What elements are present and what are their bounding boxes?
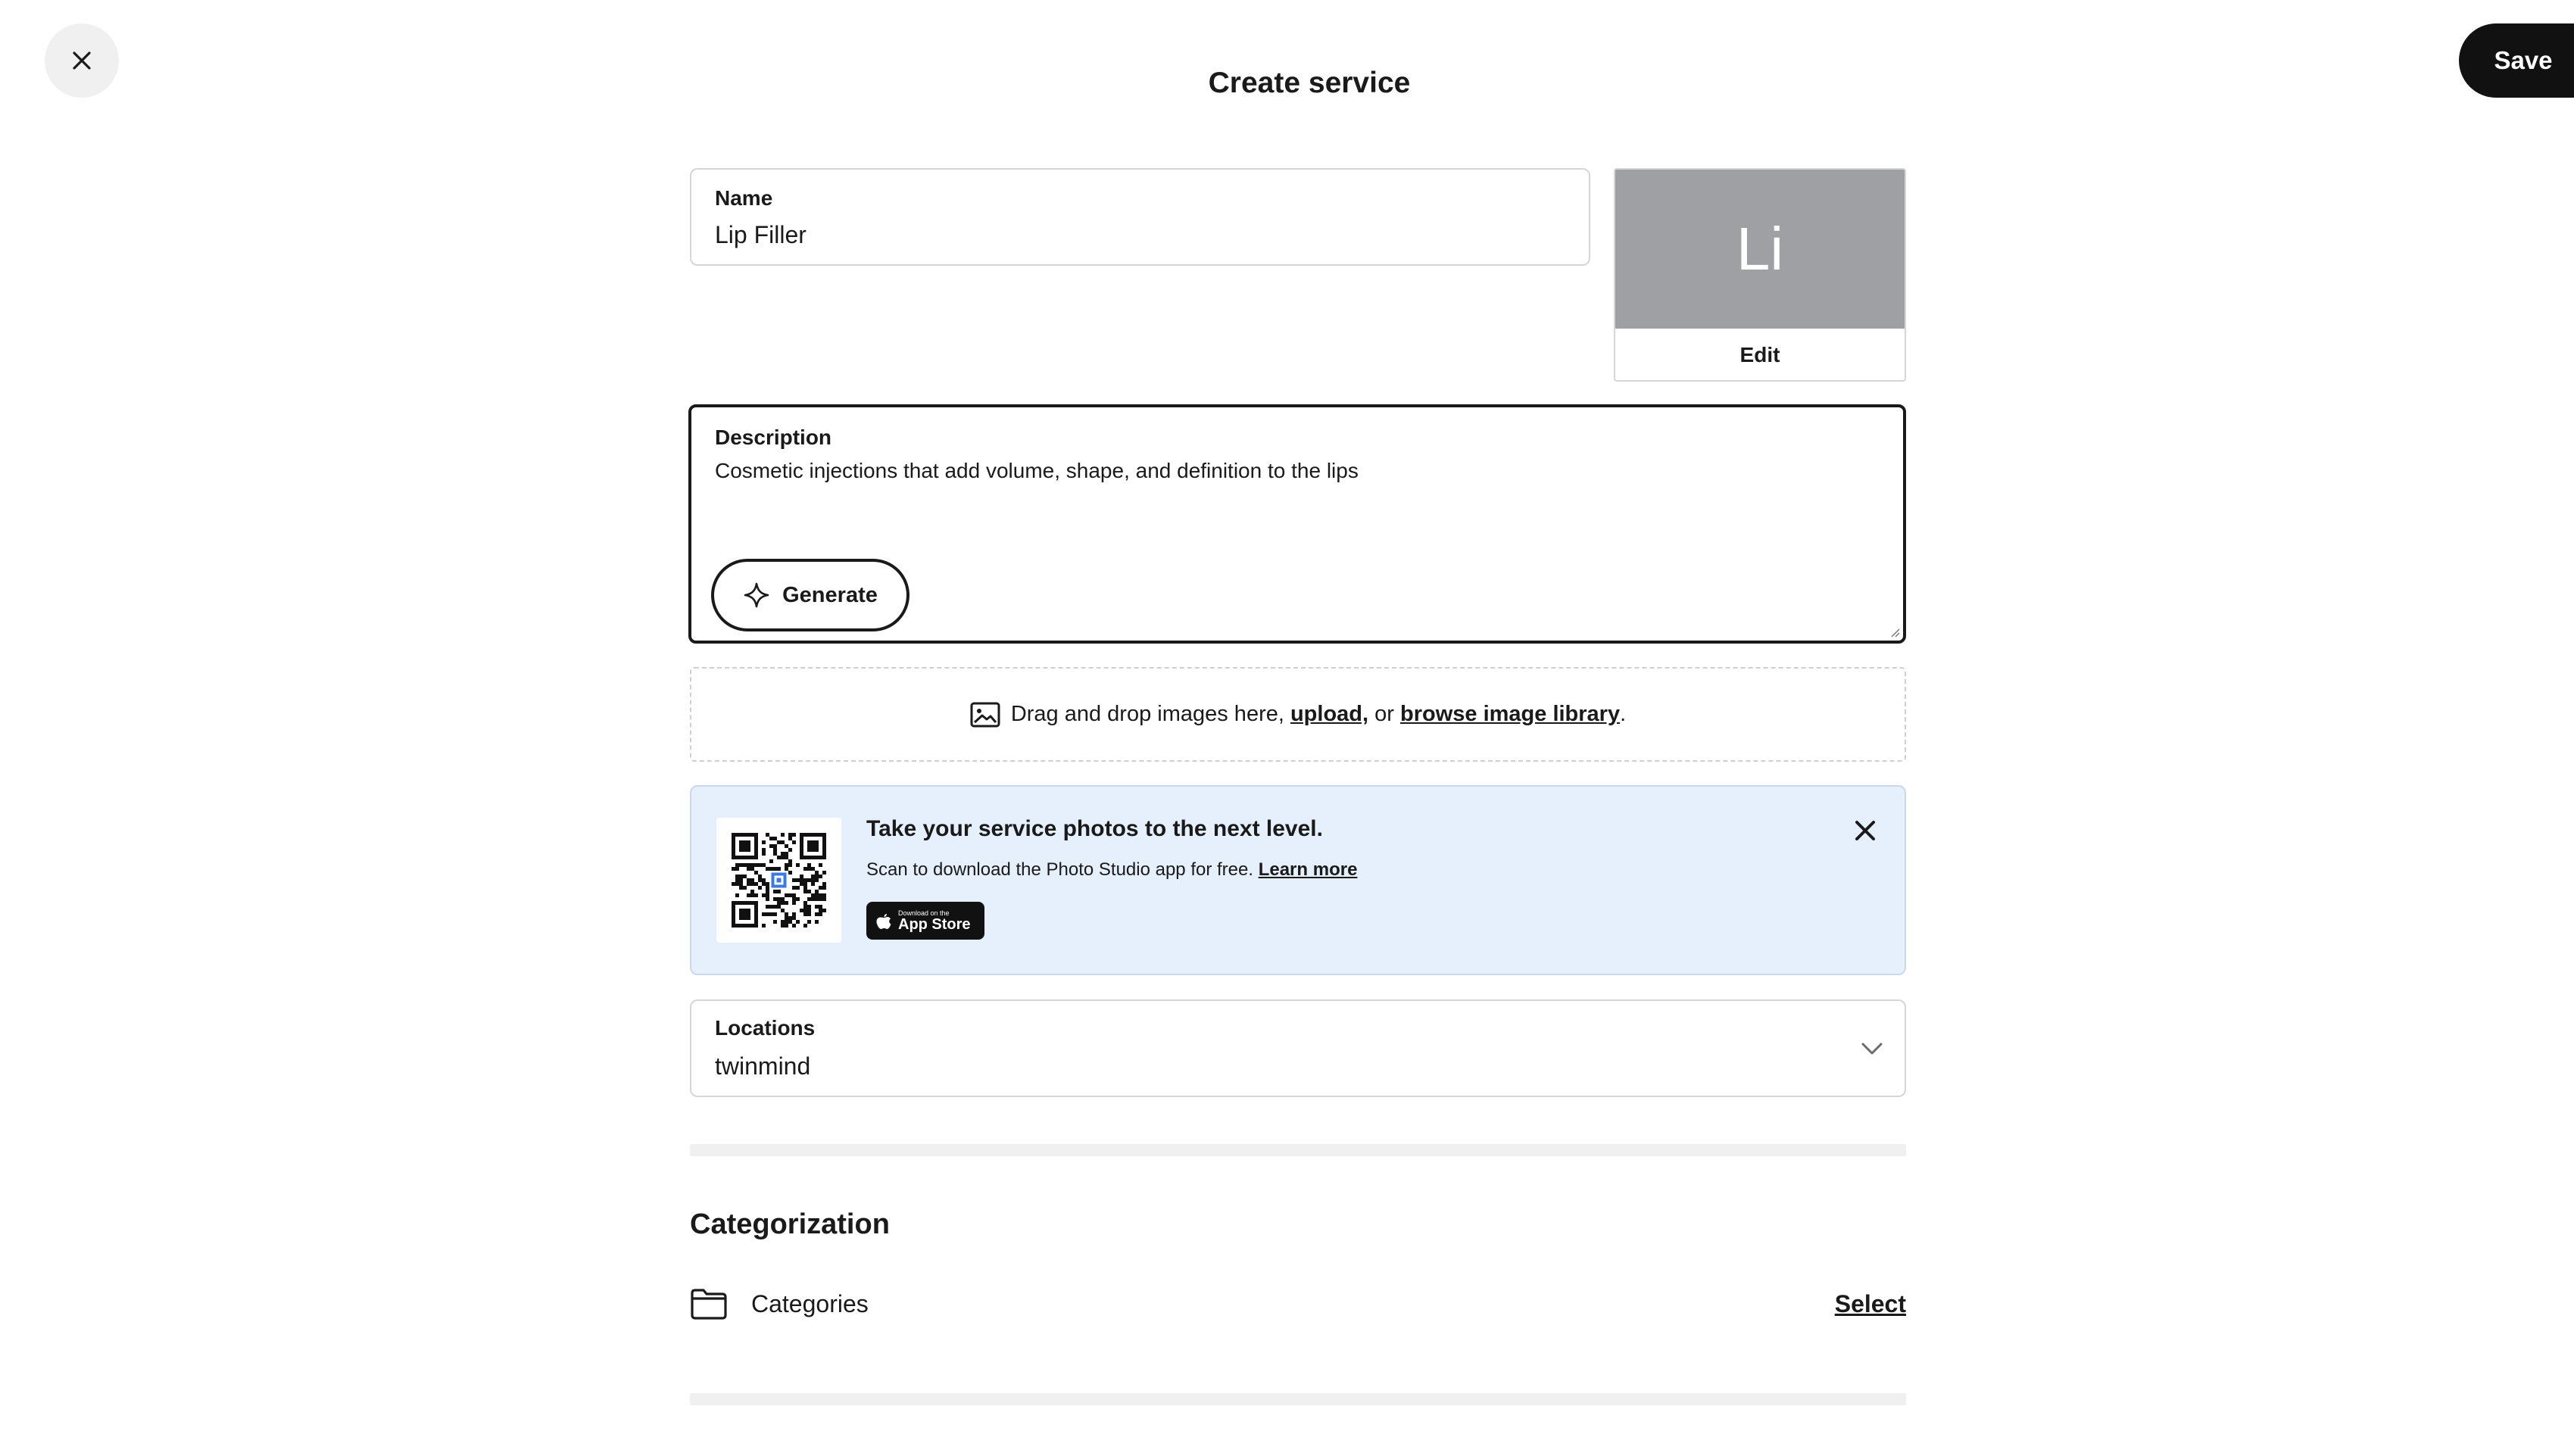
folder-icon bbox=[690, 1287, 728, 1320]
app-store-small-text: Download on the bbox=[898, 909, 950, 917]
locations-value: twinmind bbox=[715, 1052, 811, 1080]
dropzone-text-before: Drag and drop images here, bbox=[1010, 702, 1290, 726]
thumbnail-initials: Li bbox=[1615, 170, 1905, 329]
qr-code bbox=[716, 818, 841, 943]
banner-close-button[interactable] bbox=[1850, 815, 1880, 846]
description-field[interactable] bbox=[688, 404, 1906, 644]
qr-code-icon bbox=[716, 818, 841, 943]
locations-label: Locations bbox=[715, 1016, 816, 1040]
dropzone-text-after: . bbox=[1620, 702, 1627, 726]
categorization-title: Categorization bbox=[690, 1208, 890, 1240]
description-label: Description bbox=[715, 426, 832, 449]
section-divider-bottom bbox=[690, 1393, 1906, 1405]
image-icon bbox=[970, 702, 1000, 728]
resize-handle-icon[interactable] bbox=[1888, 625, 1900, 638]
app-store-big-text: App Store bbox=[898, 916, 971, 933]
select-categories-link[interactable]: Select bbox=[1834, 1290, 1906, 1317]
upload-link[interactable]: upload, bbox=[1290, 702, 1369, 726]
categories-label: Categories bbox=[751, 1290, 869, 1317]
dropzone-text-middle: or bbox=[1368, 702, 1400, 726]
locations-select[interactable] bbox=[690, 999, 1906, 1097]
description-input[interactable]: Cosmetic injections that add volume, shape, and definition to the lips bbox=[715, 459, 1359, 482]
banner-subtitle bbox=[866, 859, 1357, 881]
browse-library-link[interactable]: browse image library bbox=[1399, 702, 1621, 726]
name-field[interactable] bbox=[690, 168, 1590, 266]
photo-studio-banner bbox=[690, 785, 1906, 975]
generate-button[interactable] bbox=[711, 559, 909, 631]
apple-icon bbox=[875, 911, 892, 931]
chevron-down-icon bbox=[1859, 1036, 1885, 1062]
name-input[interactable]: Lip Filler bbox=[715, 221, 807, 248]
generate-label: Generate bbox=[782, 582, 878, 607]
name-label: Name bbox=[715, 186, 773, 210]
banner-title: Take your service photos to the next level. bbox=[866, 816, 1323, 841]
app-store-badge[interactable] bbox=[866, 902, 984, 940]
service-image-thumbnail bbox=[1614, 168, 1906, 382]
dropzone-text bbox=[1011, 702, 1626, 727]
banner-subtitle-text: Scan to download the Photo Studio app for free. bbox=[866, 859, 1254, 880]
page-title: Create service bbox=[1208, 67, 1411, 99]
learn-more-link[interactable]: Learn more bbox=[1258, 859, 1358, 880]
close-icon bbox=[1854, 819, 1877, 842]
categories-row bbox=[690, 1284, 1906, 1327]
image-dropzone[interactable] bbox=[690, 667, 1906, 762]
edit-image-button[interactable]: Edit bbox=[1739, 343, 1780, 366]
sparkle-icon bbox=[743, 581, 770, 609]
section-divider bbox=[690, 1144, 1906, 1156]
save-button[interactable]: Save bbox=[2459, 23, 2574, 98]
